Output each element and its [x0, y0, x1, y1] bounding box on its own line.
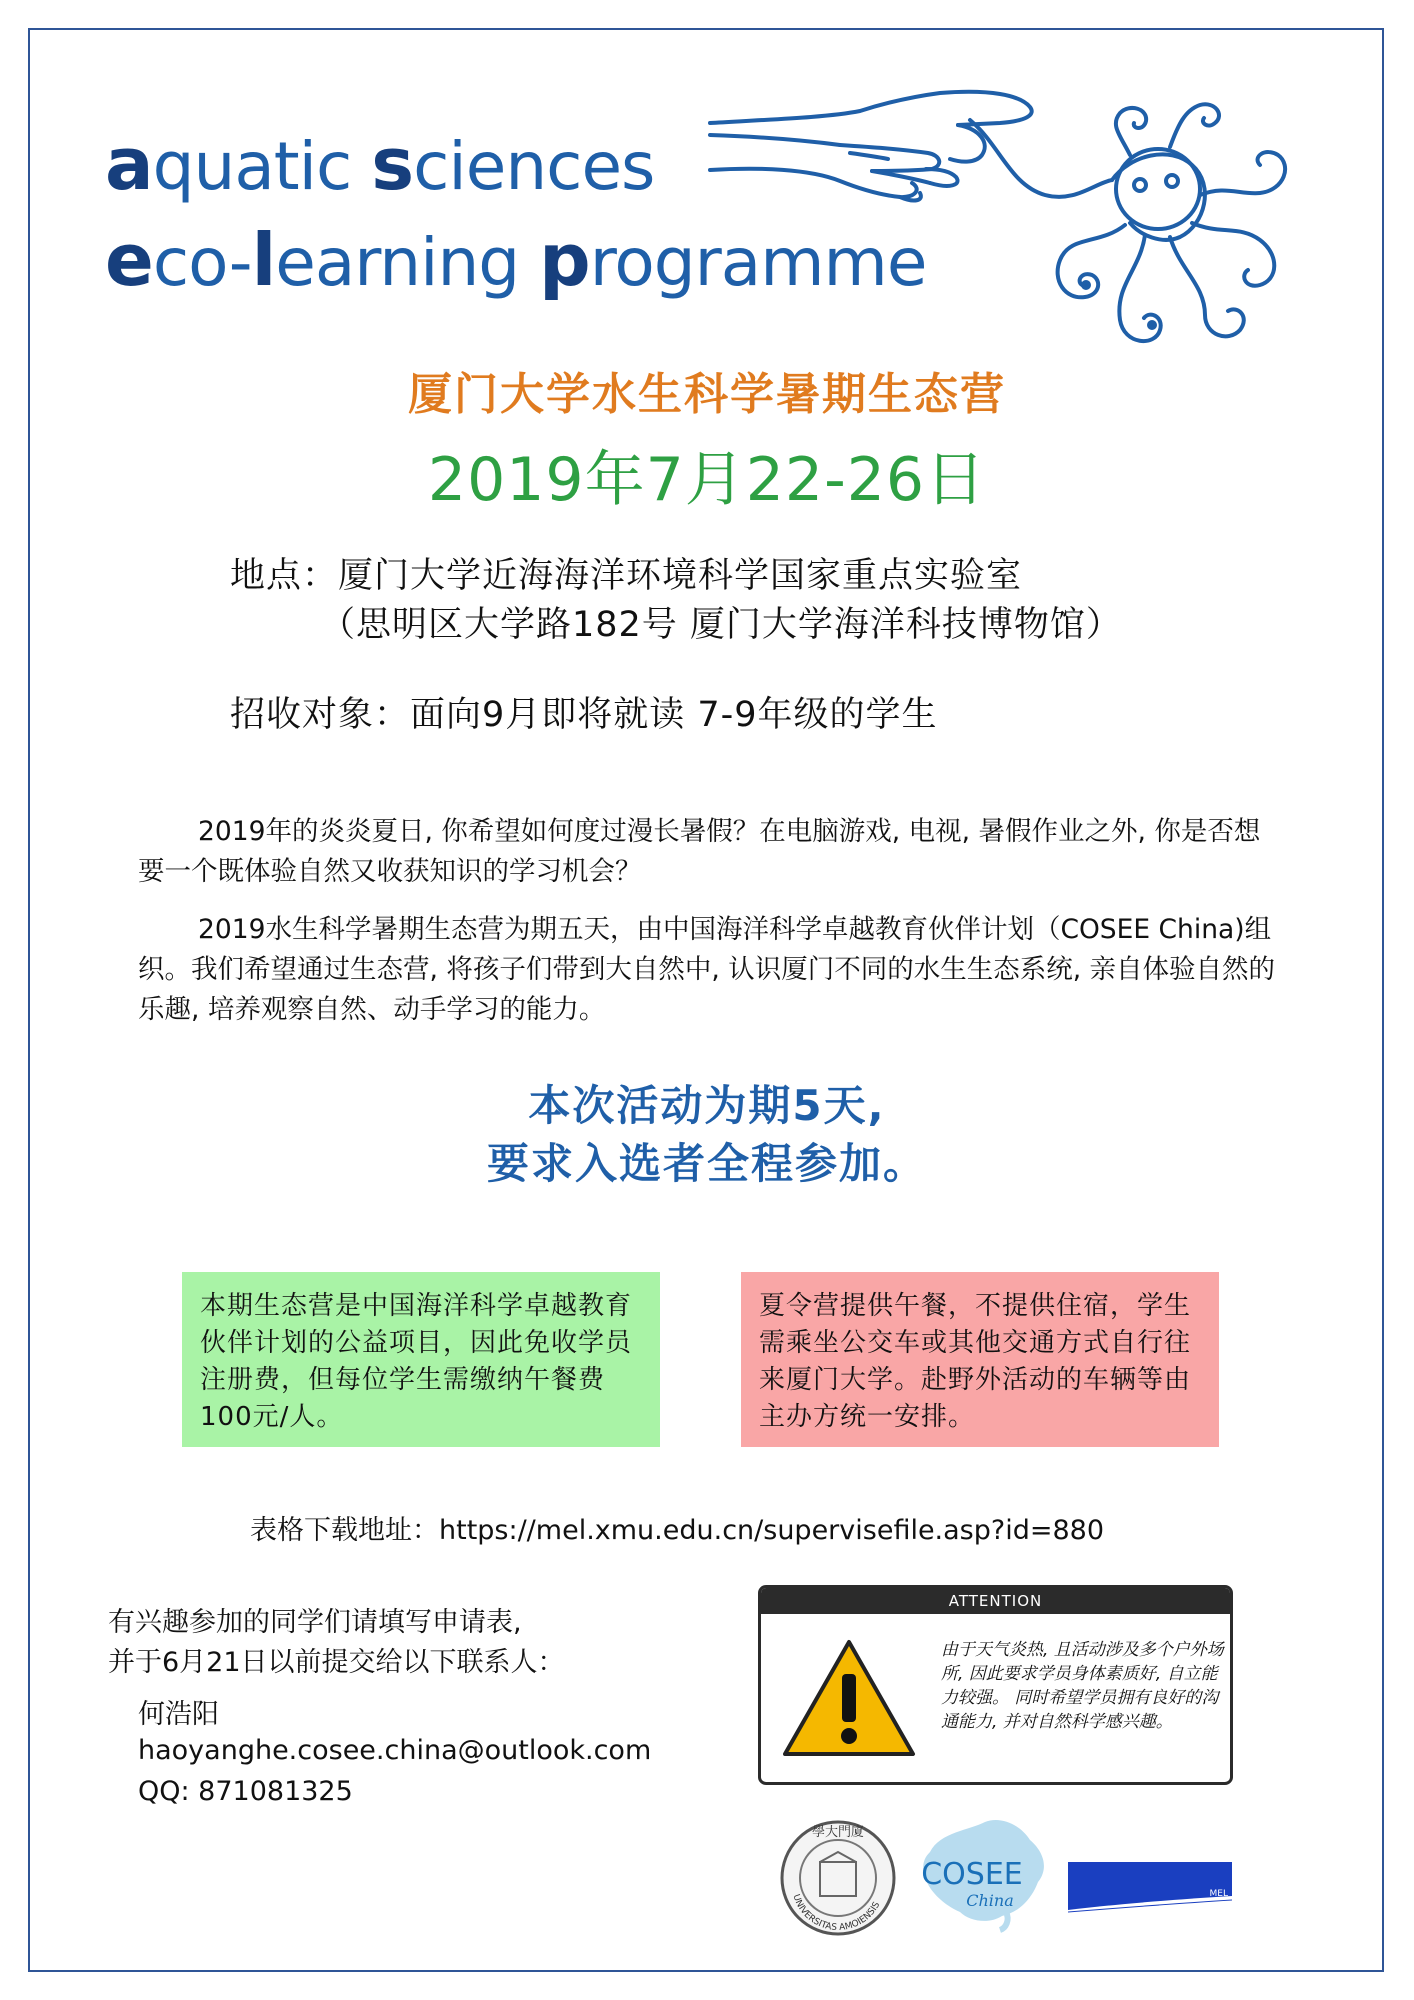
contact-qq: QQ: 871081325: [138, 1776, 353, 1807]
logo-word: rogramme: [589, 224, 927, 301]
camp-title: 厦门大学水生科学暑期生态营: [408, 369, 1006, 420]
pointing-hand-icon: [710, 92, 1032, 201]
logo-word: ciences: [413, 128, 655, 205]
logo-cap: a: [105, 122, 153, 206]
mel-text: MEL: [1209, 1889, 1228, 1899]
logo-word: earning: [275, 224, 540, 301]
logo-cap: e: [105, 218, 153, 302]
camp-date: 2019年7月22-26日: [427, 445, 987, 515]
logo-cap: l: [251, 218, 276, 302]
contact-intro-line1: 有兴趣参加的同学们请填写申请表,: [108, 1607, 522, 1638]
attention-panel: [758, 1585, 1233, 1785]
contact-email[interactable]: haoyanghe.cosee.china@outlook.com: [138, 1735, 652, 1766]
logo-word: quatic: [152, 128, 372, 205]
mel-lab-logo: [1068, 1862, 1232, 1924]
fee-info-box: 本期生态营是中国海洋科学卓越教育伙伴计划的公益项目，因此免收学员注册费，但每位学生需缴纳午餐费100元/人。: [182, 1272, 660, 1447]
cosee-china-logo: [910, 1812, 1060, 1940]
logo-cap: p: [539, 218, 590, 302]
warning-triangle-icon: [779, 1636, 919, 1761]
location-line1: 地点：厦门大学近海海洋环境科学国家重点实验室: [230, 556, 1023, 596]
attention-header: ATTENTION: [761, 1588, 1230, 1614]
download-link[interactable]: 表格下载地址：https://mel.xmu.edu.cn/supervisefile.asp?id=880: [250, 1515, 1105, 1546]
notice-line: 本次活动为期5天,: [528, 1081, 886, 1130]
attention-text: 由于天气炎热, 且活动涉及多个户外场所, 因此要求学员身体素质好, 自立能力较强。 同时希望学员拥有良好的沟通能力, 并对自然科学感兴趣。: [941, 1640, 1224, 1732]
seal-top-text: 學大門廈: [811, 1825, 865, 1840]
octopus-icon: [970, 104, 1285, 341]
hand-octopus-illustration: [700, 85, 1300, 360]
contact-intro-line2: 并于6月21日以前提交给以下联系人：: [108, 1647, 565, 1678]
programme-logo-line1: [105, 122, 655, 206]
paragraph-text: 2019年的炎炎夏日, 你希望如何度过漫长暑假？在电脑游戏, 电视, 暑假作业之外, 你是否想要一个既体验自然又收获知识的学习机会？: [138, 816, 1261, 887]
xiamen-university-seal-logo: [778, 1818, 898, 1938]
cosee-text: COSEE: [921, 1857, 1023, 1892]
location-line2: （思明区大学路182号 厦门大学海洋科技博物馆）: [320, 605, 1122, 645]
logo-word: co-: [152, 224, 252, 301]
cosee-sub-text: China: [966, 1891, 1014, 1910]
intro-paragraph-2: [138, 910, 1278, 1030]
intro-paragraph-1: [138, 812, 1278, 892]
seal-ring-textpath: UNIVERSITAS AMOIENSIS: [790, 1893, 883, 1934]
target-audience: 招收对象：面向9月即将就读 7-9年级的学生: [230, 695, 938, 735]
logistics-info-box: 夏令营提供午餐，不提供住宿，学生需乘坐公交车或其他交通方式自行往来厦门大学。赴野外活动的车辆等由主办方统一安排。: [741, 1272, 1219, 1447]
paragraph-text: 2019水生科学暑期生态营为期五天，由中国海洋科学卓越教育伙伴计划（COSEE China)组织。我们希望通过生态营, 将孩子们带到大自然中, 认识厦门不同的水生生态系统, 亲自体验自然的乐趣, 培养观察自然、动手学习的能力。: [138, 914, 1276, 1025]
contact-name: 何浩阳: [138, 1699, 219, 1730]
logo-cap: s: [371, 122, 414, 206]
notice-line: 要求入选者全程参加。: [486, 1139, 927, 1188]
duration-notice: [0, 1077, 1414, 1193]
